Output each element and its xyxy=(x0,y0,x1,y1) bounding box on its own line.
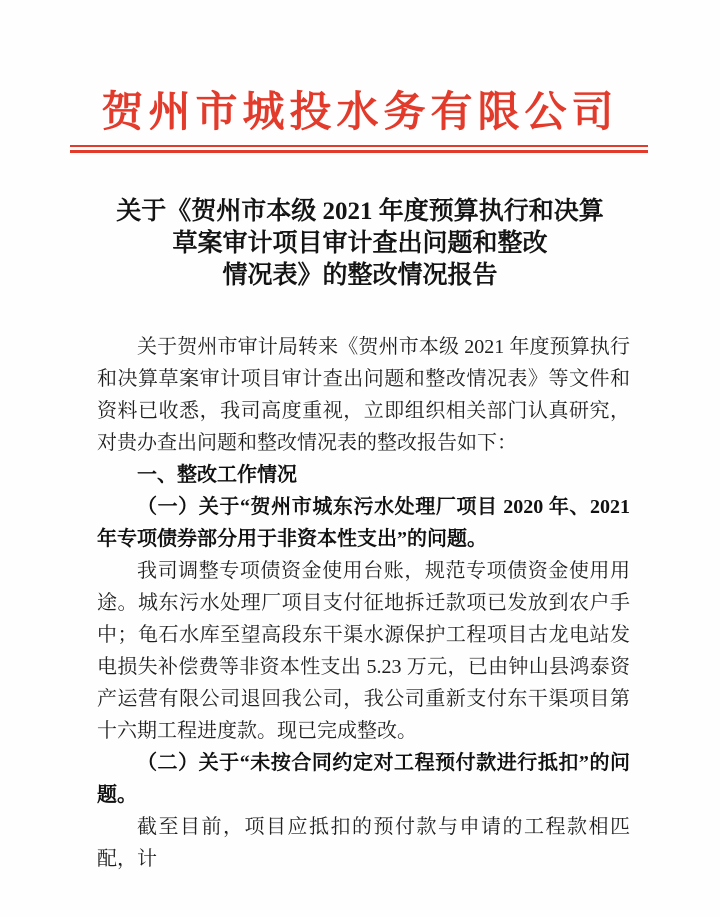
letterhead-double-rule xyxy=(70,145,648,153)
issue-heading-2: （二）关于“未按合同约定对工程预付款进行抵扣”的问题。 xyxy=(97,752,630,806)
issue-heading-1: （一）关于“贺州市城东污水处理厂项目 2020 年、2021 年专项债券部分用于非资本性支出”的问题。 xyxy=(97,496,630,550)
document-title-line-3: 情况表》的整改情况报告 xyxy=(222,262,498,289)
rule-bottom-line xyxy=(70,150,648,153)
section-heading-rectification: 一、整改工作情况 xyxy=(137,464,297,486)
document-title xyxy=(40,196,680,292)
document-title-line-1: 关于《贺州市本级 2021 年度预算执行和决算 xyxy=(116,198,604,225)
document-title-line-2: 草案审计项目审计查出问题和整改 xyxy=(172,230,548,257)
letterhead-company-name: 贺州市城投水务有限公司 xyxy=(101,90,619,136)
intro-paragraph: 关于贺州市审计局转来《贺州市本级 2021 年度预算执行和决算草案审计项目审计查出问题和整改情况表》等文件和资料已收悉，我司高度重视，立即组织相关部门认真研究，对贵办查出问题和整改情况表的整改报告如下： xyxy=(97,336,630,454)
issue-1-response-paragraph: 我司调整专项债资金使用台账，规范专项债资金使用用途。城东污水处理厂项目支付征地拆迁款项已发放到农户手中；龟石水库至望高段东干渠水源保护工程项目古龙电站发电损失补偿费等非资本性支出 5.23 万元，已由钟山县鸿泰资产运营有限公司退回我公司，我公司重新支付东干渠项目第十六期工程进度款。现已完成整改。 xyxy=(97,560,630,742)
issue-2-response-paragraph: 截至目前，项目应抵扣的预付款与申请的工程款相匹配，计 xyxy=(97,816,630,870)
document-body xyxy=(97,331,630,875)
